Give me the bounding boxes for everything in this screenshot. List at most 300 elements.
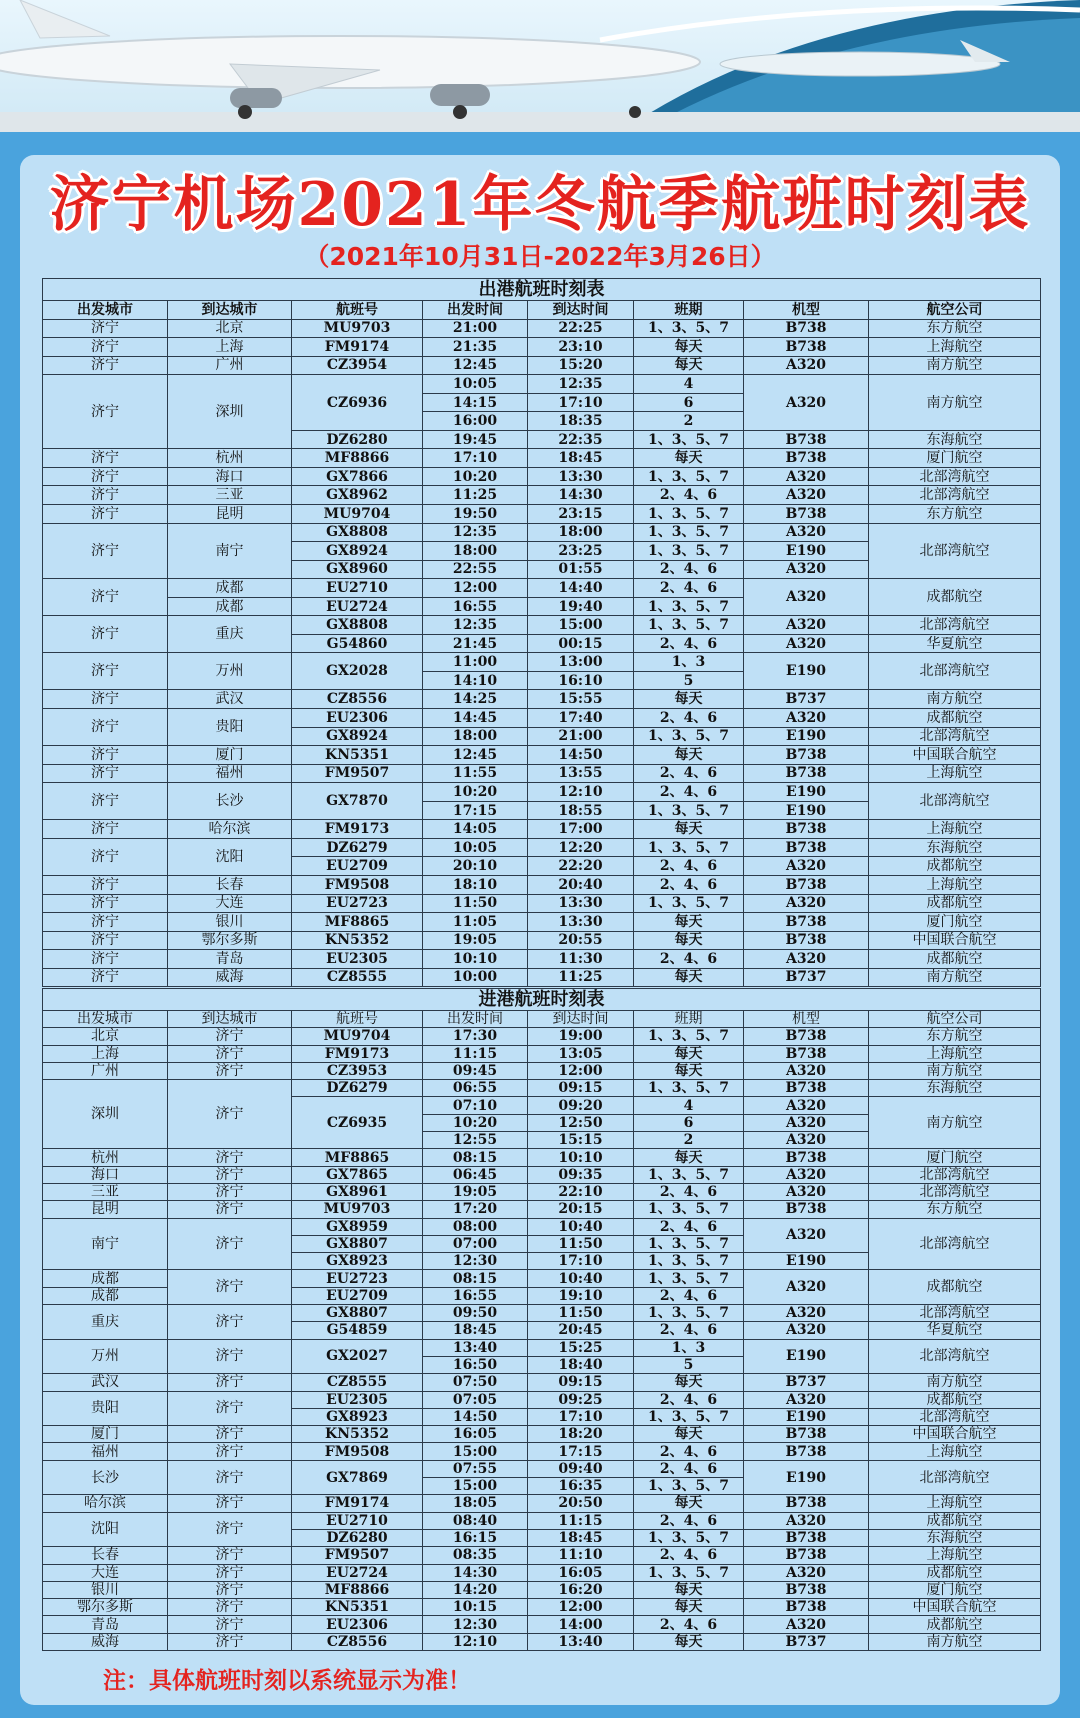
table-cell: 上海航空: [869, 875, 1041, 894]
table-cell: 济宁: [43, 375, 168, 449]
table-cell: 2、4、6: [634, 1512, 744, 1529]
table-cell: 济宁: [168, 1443, 292, 1460]
table-cell: 15:25: [528, 1339, 634, 1356]
table-cell: 北部湾航空: [869, 653, 1041, 690]
table-cell: 11:50: [528, 1305, 634, 1322]
table-cell: 18:10: [423, 875, 528, 894]
table-row: [43, 1599, 1041, 1616]
table-row: [43, 1183, 1041, 1200]
table-cell: 17:20: [423, 1201, 528, 1218]
table-cell: 2、4、6: [634, 560, 744, 579]
table-cell: GX8807: [292, 1305, 423, 1322]
table-cell: 济宁: [43, 820, 168, 839]
table-cell: 东海航空: [869, 838, 1041, 857]
table-cell: 2、4、6: [634, 1616, 744, 1633]
table-cell: 1、3、5、7: [634, 1235, 744, 1252]
table-cell: 1、3、5、7: [634, 1478, 744, 1495]
table-cell: B738: [744, 338, 869, 357]
table-cell: A320: [744, 1616, 869, 1633]
table-cell: MF8865: [292, 1149, 423, 1166]
table-cell: 10:20: [423, 1114, 528, 1131]
table-cell: 济宁: [168, 1581, 292, 1598]
table-cell: 22:20: [528, 857, 634, 876]
table-cell: 20:40: [528, 875, 634, 894]
table-cell: 每天: [634, 931, 744, 950]
table-row: [43, 375, 1041, 394]
table-cell: MU9704: [292, 1028, 423, 1045]
table-cell: A320: [744, 1062, 869, 1079]
table-cell: 成都航空: [869, 857, 1041, 876]
table-cell: 上海: [43, 1045, 168, 1062]
table-cell: 大连: [168, 894, 292, 913]
table-cell: 厦门: [168, 746, 292, 765]
table-cell: G54860: [292, 634, 423, 653]
table-cell: 15:15: [528, 1132, 634, 1149]
table-cell: B737: [744, 690, 869, 709]
table-cell: 南宁: [43, 1218, 168, 1270]
table-cell: E190: [744, 801, 869, 820]
table-row: [43, 1495, 1041, 1512]
table-cell: 济宁: [43, 523, 168, 579]
table-cell: 南方航空: [869, 375, 1041, 431]
table-cell: 1、3、5、7: [634, 801, 744, 820]
table-cell: B738: [744, 1080, 869, 1097]
table-cell: 北部湾航空: [869, 486, 1041, 505]
table-cell: 长春: [43, 1547, 168, 1564]
table-cell: 16:35: [528, 1478, 634, 1495]
table-cell: A320: [744, 950, 869, 969]
table-cell: EU2306: [292, 709, 423, 728]
table-cell: A320: [744, 1564, 869, 1581]
column-header: 机型: [744, 1011, 869, 1028]
table-cell: 09:25: [528, 1391, 634, 1408]
table-cell: B737: [744, 1633, 869, 1650]
table-cell: 上海航空: [869, 1443, 1041, 1460]
table-cell: 14:00: [528, 1616, 634, 1633]
table-cell: 济宁: [168, 1201, 292, 1218]
table-cell: 07:10: [423, 1097, 528, 1114]
table-cell: 南方航空: [869, 1633, 1041, 1650]
table-cell: 成都: [43, 1270, 168, 1287]
table-cell: 11:55: [423, 764, 528, 783]
table-cell: 每天: [634, 1599, 744, 1616]
table-cell: 南方航空: [869, 690, 1041, 709]
table-cell: 16:10: [528, 671, 634, 690]
table-cell: 中国联合航空: [869, 931, 1041, 950]
table-cell: EU2306: [292, 1616, 423, 1633]
table-cell: 济宁: [168, 1426, 292, 1443]
footnote: 注：具体航班时刻以系统显示为准！: [103, 1668, 471, 1694]
table-cell: 11:10: [528, 1547, 634, 1564]
table-cell: 鄂尔多斯: [168, 931, 292, 950]
table-cell: 厦门航空: [869, 913, 1041, 932]
table-cell: 上海航空: [869, 820, 1041, 839]
table-cell: 成都航空: [869, 1512, 1041, 1529]
table-cell: 07:55: [423, 1460, 528, 1477]
table-cell: 2: [634, 1132, 744, 1149]
table-cell: 2、4、6: [634, 1287, 744, 1304]
table-cell: 14:50: [528, 746, 634, 765]
table-cell: 1、3、5、7: [634, 1253, 744, 1270]
table-cell: G54859: [292, 1322, 423, 1339]
table-cell: E190: [744, 1460, 869, 1495]
table-cell: 12:10: [528, 783, 634, 802]
table-cell: 2、4、6: [634, 1460, 744, 1477]
table-cell: 济宁: [43, 653, 168, 690]
table-cell: 12:35: [423, 616, 528, 635]
table-cell: 沈阳: [168, 838, 292, 875]
table-cell: 福州: [43, 1443, 168, 1460]
table-cell: 北部湾航空: [869, 616, 1041, 635]
table-cell: 01:55: [528, 560, 634, 579]
table-cell: 5: [634, 671, 744, 690]
table-cell: 18:55: [528, 801, 634, 820]
table-cell: 2、4、6: [634, 579, 744, 598]
table-cell: 济宁: [43, 486, 168, 505]
column-header: 出发时间: [423, 1011, 528, 1028]
table-cell: 沈阳: [43, 1512, 168, 1547]
table-row: [43, 1374, 1041, 1391]
table-row: [43, 579, 1041, 598]
table-cell: E190: [744, 1408, 869, 1425]
table-cell: 10:05: [423, 838, 528, 857]
table-cell: 18:35: [528, 412, 634, 431]
table-cell: 东方航空: [869, 1028, 1041, 1045]
table-row: [43, 913, 1041, 932]
table-cell: 1、3、5、7: [634, 1408, 744, 1425]
table-cell: 10:20: [423, 467, 528, 486]
table-cell: 济宁: [168, 1305, 292, 1340]
page-title: 济宁机场2021年冬航季航班时刻表: [49, 170, 1031, 240]
table-cell: 济宁: [43, 746, 168, 765]
table-cell: 济宁: [43, 709, 168, 746]
table-cell: EU2709: [292, 1287, 423, 1304]
table-cell: 12:00: [423, 579, 528, 598]
table-cell: 济宁: [168, 1633, 292, 1650]
table-cell: 14:45: [423, 709, 528, 728]
table-cell: 北部湾航空: [869, 1305, 1041, 1322]
table-cell: 13:00: [528, 653, 634, 672]
table-cell: B738: [744, 1529, 869, 1546]
table-row: [43, 1201, 1041, 1218]
table-cell: 济宁: [168, 1028, 292, 1045]
table-cell: 济宁: [168, 1564, 292, 1581]
table-cell: 济宁: [168, 1149, 292, 1166]
table-cell: 重庆: [43, 1305, 168, 1340]
table-cell: 成都航空: [869, 1616, 1041, 1633]
table-cell: B738: [744, 505, 869, 524]
table-cell: 12:45: [423, 746, 528, 765]
table-cell: 2、4、6: [634, 783, 744, 802]
table-cell: A320: [744, 1270, 869, 1305]
table-cell: A320: [744, 1218, 869, 1253]
table-cell: 16:55: [423, 597, 528, 616]
table-cell: 济宁: [168, 1183, 292, 1200]
table-cell: 成都航空: [869, 1564, 1041, 1581]
table-cell: 昆明: [43, 1201, 168, 1218]
table-cell: FM9507: [292, 764, 423, 783]
column-header: 班期: [634, 1011, 744, 1028]
table-cell: GX7870: [292, 783, 423, 820]
table-cell: 杭州: [168, 449, 292, 468]
table-cell: 济宁: [168, 1599, 292, 1616]
table-cell: 1、3、5、7: [634, 1270, 744, 1287]
table-cell: 长沙: [43, 1460, 168, 1495]
table-cell: 长沙: [168, 783, 292, 820]
table-cell: 12:45: [423, 356, 528, 375]
table-cell: 每天: [634, 338, 744, 357]
table-cell: 济宁: [43, 616, 168, 653]
table-cell: 1、3、5、7: [634, 838, 744, 857]
table-cell: 2、4、6: [634, 875, 744, 894]
table-cell: 18:20: [528, 1426, 634, 1443]
table-cell: 16:50: [423, 1356, 528, 1373]
table-cell: 1、3、5、7: [634, 1201, 744, 1218]
table-cell: 东方航空: [869, 505, 1041, 524]
table-cell: 济宁: [43, 950, 168, 969]
table-cell: 北部湾航空: [869, 727, 1041, 746]
table-row: [43, 1616, 1041, 1633]
table-row: [43, 1426, 1041, 1443]
table-cell: 21:00: [528, 727, 634, 746]
table-cell: 济宁: [168, 1166, 292, 1183]
table-cell: 1、3、5、7: [634, 1080, 744, 1097]
table-row: [43, 1062, 1041, 1079]
table-cell: 北京: [168, 319, 292, 338]
table-row: [43, 319, 1041, 338]
table-cell: 济宁: [43, 875, 168, 894]
table-cell: DZ6279: [292, 1080, 423, 1097]
table-cell: 每天: [634, 820, 744, 839]
table-cell: 每天: [634, 356, 744, 375]
table-cell: 济宁: [168, 1616, 292, 1633]
table-cell: 昆明: [168, 505, 292, 524]
table-cell: E190: [744, 727, 869, 746]
table-cell: 武汉: [168, 690, 292, 709]
table-cell: 南方航空: [869, 356, 1041, 375]
table-cell: 2、4、6: [634, 764, 744, 783]
table-cell: 12:50: [528, 1114, 634, 1131]
table-row: [43, 523, 1041, 542]
column-header: 班期: [634, 301, 744, 320]
table-cell: 19:00: [528, 1028, 634, 1045]
table-cell: 12:30: [423, 1616, 528, 1633]
table-cell: 16:55: [423, 1287, 528, 1304]
header-row: [43, 1011, 1041, 1028]
table-cell: 济宁: [43, 579, 168, 616]
table-cell: GX8808: [292, 523, 423, 542]
table-cell: 11:25: [528, 968, 634, 987]
table-row: [43, 838, 1041, 857]
table-cell: B738: [744, 820, 869, 839]
table-cell: 每天: [634, 1374, 744, 1391]
table-cell: 济宁: [168, 1547, 292, 1564]
table-cell: 09:35: [528, 1166, 634, 1183]
table-cell: 威海: [168, 968, 292, 987]
table-cell: 成都航空: [869, 1391, 1041, 1408]
column-header: 出发城市: [43, 301, 168, 320]
table-cell: 09:15: [528, 1080, 634, 1097]
table-row: [43, 1564, 1041, 1581]
table-cell: E190: [744, 783, 869, 802]
table-cell: 上海航空: [869, 1495, 1041, 1512]
table-cell: 武汉: [43, 1374, 168, 1391]
table-cell: 南方航空: [869, 1374, 1041, 1391]
table-cell: 济宁: [43, 931, 168, 950]
table-cell: 17:10: [528, 1253, 634, 1270]
table-cell: 每天: [634, 968, 744, 987]
table-cell: 2、4、6: [634, 857, 744, 876]
table-cell: 东海航空: [869, 430, 1041, 449]
column-header: 出发时间: [423, 301, 528, 320]
section-title: 出港航班时刻表: [43, 279, 1041, 301]
table-cell: CZ8556: [292, 1633, 423, 1650]
table-cell: 广州: [43, 1062, 168, 1079]
table-cell: 济宁: [168, 1391, 292, 1426]
table-cell: 海口: [168, 467, 292, 486]
table-cell: 鄂尔多斯: [43, 1599, 168, 1616]
table-cell: 18:05: [423, 1495, 528, 1512]
table-cell: 11:50: [528, 1235, 634, 1252]
table-cell: B738: [744, 1495, 869, 1512]
column-header: 航班号: [292, 301, 423, 320]
table-cell: 17:40: [528, 709, 634, 728]
table-cell: KN5352: [292, 931, 423, 950]
table-cell: 1、3、5、7: [634, 1028, 744, 1045]
table-cell: E190: [744, 542, 869, 561]
table-cell: 济宁: [168, 1460, 292, 1495]
table-cell: 10:20: [423, 783, 528, 802]
table-cell: B738: [744, 1443, 869, 1460]
table-row: [43, 1547, 1041, 1564]
table-cell: E190: [744, 1253, 869, 1270]
table-cell: 2、4、6: [634, 634, 744, 653]
column-header: 航班号: [292, 1011, 423, 1028]
table-cell: GX8807: [292, 1235, 423, 1252]
table-cell: 4: [634, 1097, 744, 1114]
table-cell: 12:55: [423, 1132, 528, 1149]
table-cell: 每天: [634, 746, 744, 765]
table-cell: 07:00: [423, 1235, 528, 1252]
table-cell: 东海航空: [869, 1529, 1041, 1546]
table-cell: 济宁: [43, 913, 168, 932]
column-header: 到达时间: [528, 301, 634, 320]
table-cell: 22:10: [528, 1183, 634, 1200]
table-cell: A320: [744, 894, 869, 913]
table-cell: 华夏航空: [869, 1322, 1041, 1339]
table-row: [43, 1028, 1041, 1045]
table-cell: 16:20: [528, 1581, 634, 1598]
table-cell: 1、3: [634, 653, 744, 672]
table-cell: DZ6280: [292, 1529, 423, 1546]
table-cell: GX2027: [292, 1339, 423, 1374]
table-cell: 2、4、6: [634, 1391, 744, 1408]
table-cell: 21:35: [423, 338, 528, 357]
table-cell: 11:15: [423, 1045, 528, 1062]
table-cell: 济宁: [43, 449, 168, 468]
table-row: [43, 356, 1041, 375]
table-cell: 济宁: [168, 1512, 292, 1547]
table-cell: E190: [744, 1339, 869, 1374]
table-cell: GX7865: [292, 1166, 423, 1183]
table-cell: B738: [744, 430, 869, 449]
column-header: 机型: [744, 301, 869, 320]
table-cell: 12:30: [423, 1253, 528, 1270]
table-cell: 23:25: [528, 542, 634, 561]
table-cell: 5: [634, 1356, 744, 1373]
table-cell: 济宁: [43, 338, 168, 357]
table-cell: 14:05: [423, 820, 528, 839]
column-header: 到达城市: [168, 301, 292, 320]
table-cell: 北部湾航空: [869, 1166, 1041, 1183]
table-cell: 18:00: [423, 542, 528, 561]
table-cell: A320: [744, 579, 869, 616]
table-cell: GX8960: [292, 560, 423, 579]
table-cell: 14:40: [528, 579, 634, 598]
table-cell: MU9704: [292, 505, 423, 524]
table-cell: 12:20: [528, 838, 634, 857]
table-cell: 成都航空: [869, 894, 1041, 913]
table-cell: 08:00: [423, 1218, 528, 1235]
table-cell: 北部湾航空: [869, 783, 1041, 820]
table-cell: 2、4、6: [634, 1218, 744, 1235]
table-cell: 济宁: [43, 690, 168, 709]
table-cell: 厦门航空: [869, 449, 1041, 468]
table-row: [43, 486, 1041, 505]
table-cell: 14:25: [423, 690, 528, 709]
table-cell: 青岛: [168, 950, 292, 969]
table-cell: 12:10: [423, 1633, 528, 1650]
table-cell: DZ6280: [292, 430, 423, 449]
table-cell: CZ8555: [292, 1374, 423, 1391]
table-cell: A320: [744, 1322, 869, 1339]
table-cell: EU2305: [292, 950, 423, 969]
table-cell: 成都: [43, 1287, 168, 1304]
table-cell: GX8962: [292, 486, 423, 505]
airplane-banner: [0, 0, 1080, 132]
table-cell: 深圳: [168, 375, 292, 449]
table-cell: B738: [744, 746, 869, 765]
table-row: [43, 1045, 1041, 1062]
table-cell: B738: [744, 1149, 869, 1166]
table-cell: 北部湾航空: [869, 1408, 1041, 1425]
table-row: [43, 1080, 1041, 1097]
table-cell: GX7869: [292, 1460, 423, 1495]
table-cell: MU9703: [292, 319, 423, 338]
table-cell: 济宁: [168, 1339, 292, 1374]
table-row: [43, 616, 1041, 635]
table-cell: 23:15: [528, 505, 634, 524]
table-cell: 4: [634, 375, 744, 394]
table-cell: GX8924: [292, 727, 423, 746]
table-cell: CZ3954: [292, 356, 423, 375]
table-cell: 厦门航空: [869, 1581, 1041, 1598]
table-cell: 1、3、5、7: [634, 430, 744, 449]
table-cell: EU2710: [292, 1512, 423, 1529]
table-cell: A320: [744, 857, 869, 876]
table-cell: 22:35: [528, 430, 634, 449]
table-cell: DZ6279: [292, 838, 423, 857]
table-cell: 17:10: [423, 449, 528, 468]
table-cell: 1、3、5、7: [634, 505, 744, 524]
table-row: [43, 1305, 1041, 1322]
table-cell: 11:15: [528, 1512, 634, 1529]
table-cell: 成都航空: [869, 1270, 1041, 1305]
table-cell: CZ8555: [292, 968, 423, 987]
table-cell: 福州: [168, 764, 292, 783]
table-cell: 13:30: [528, 913, 634, 932]
table-cell: 07:05: [423, 1391, 528, 1408]
